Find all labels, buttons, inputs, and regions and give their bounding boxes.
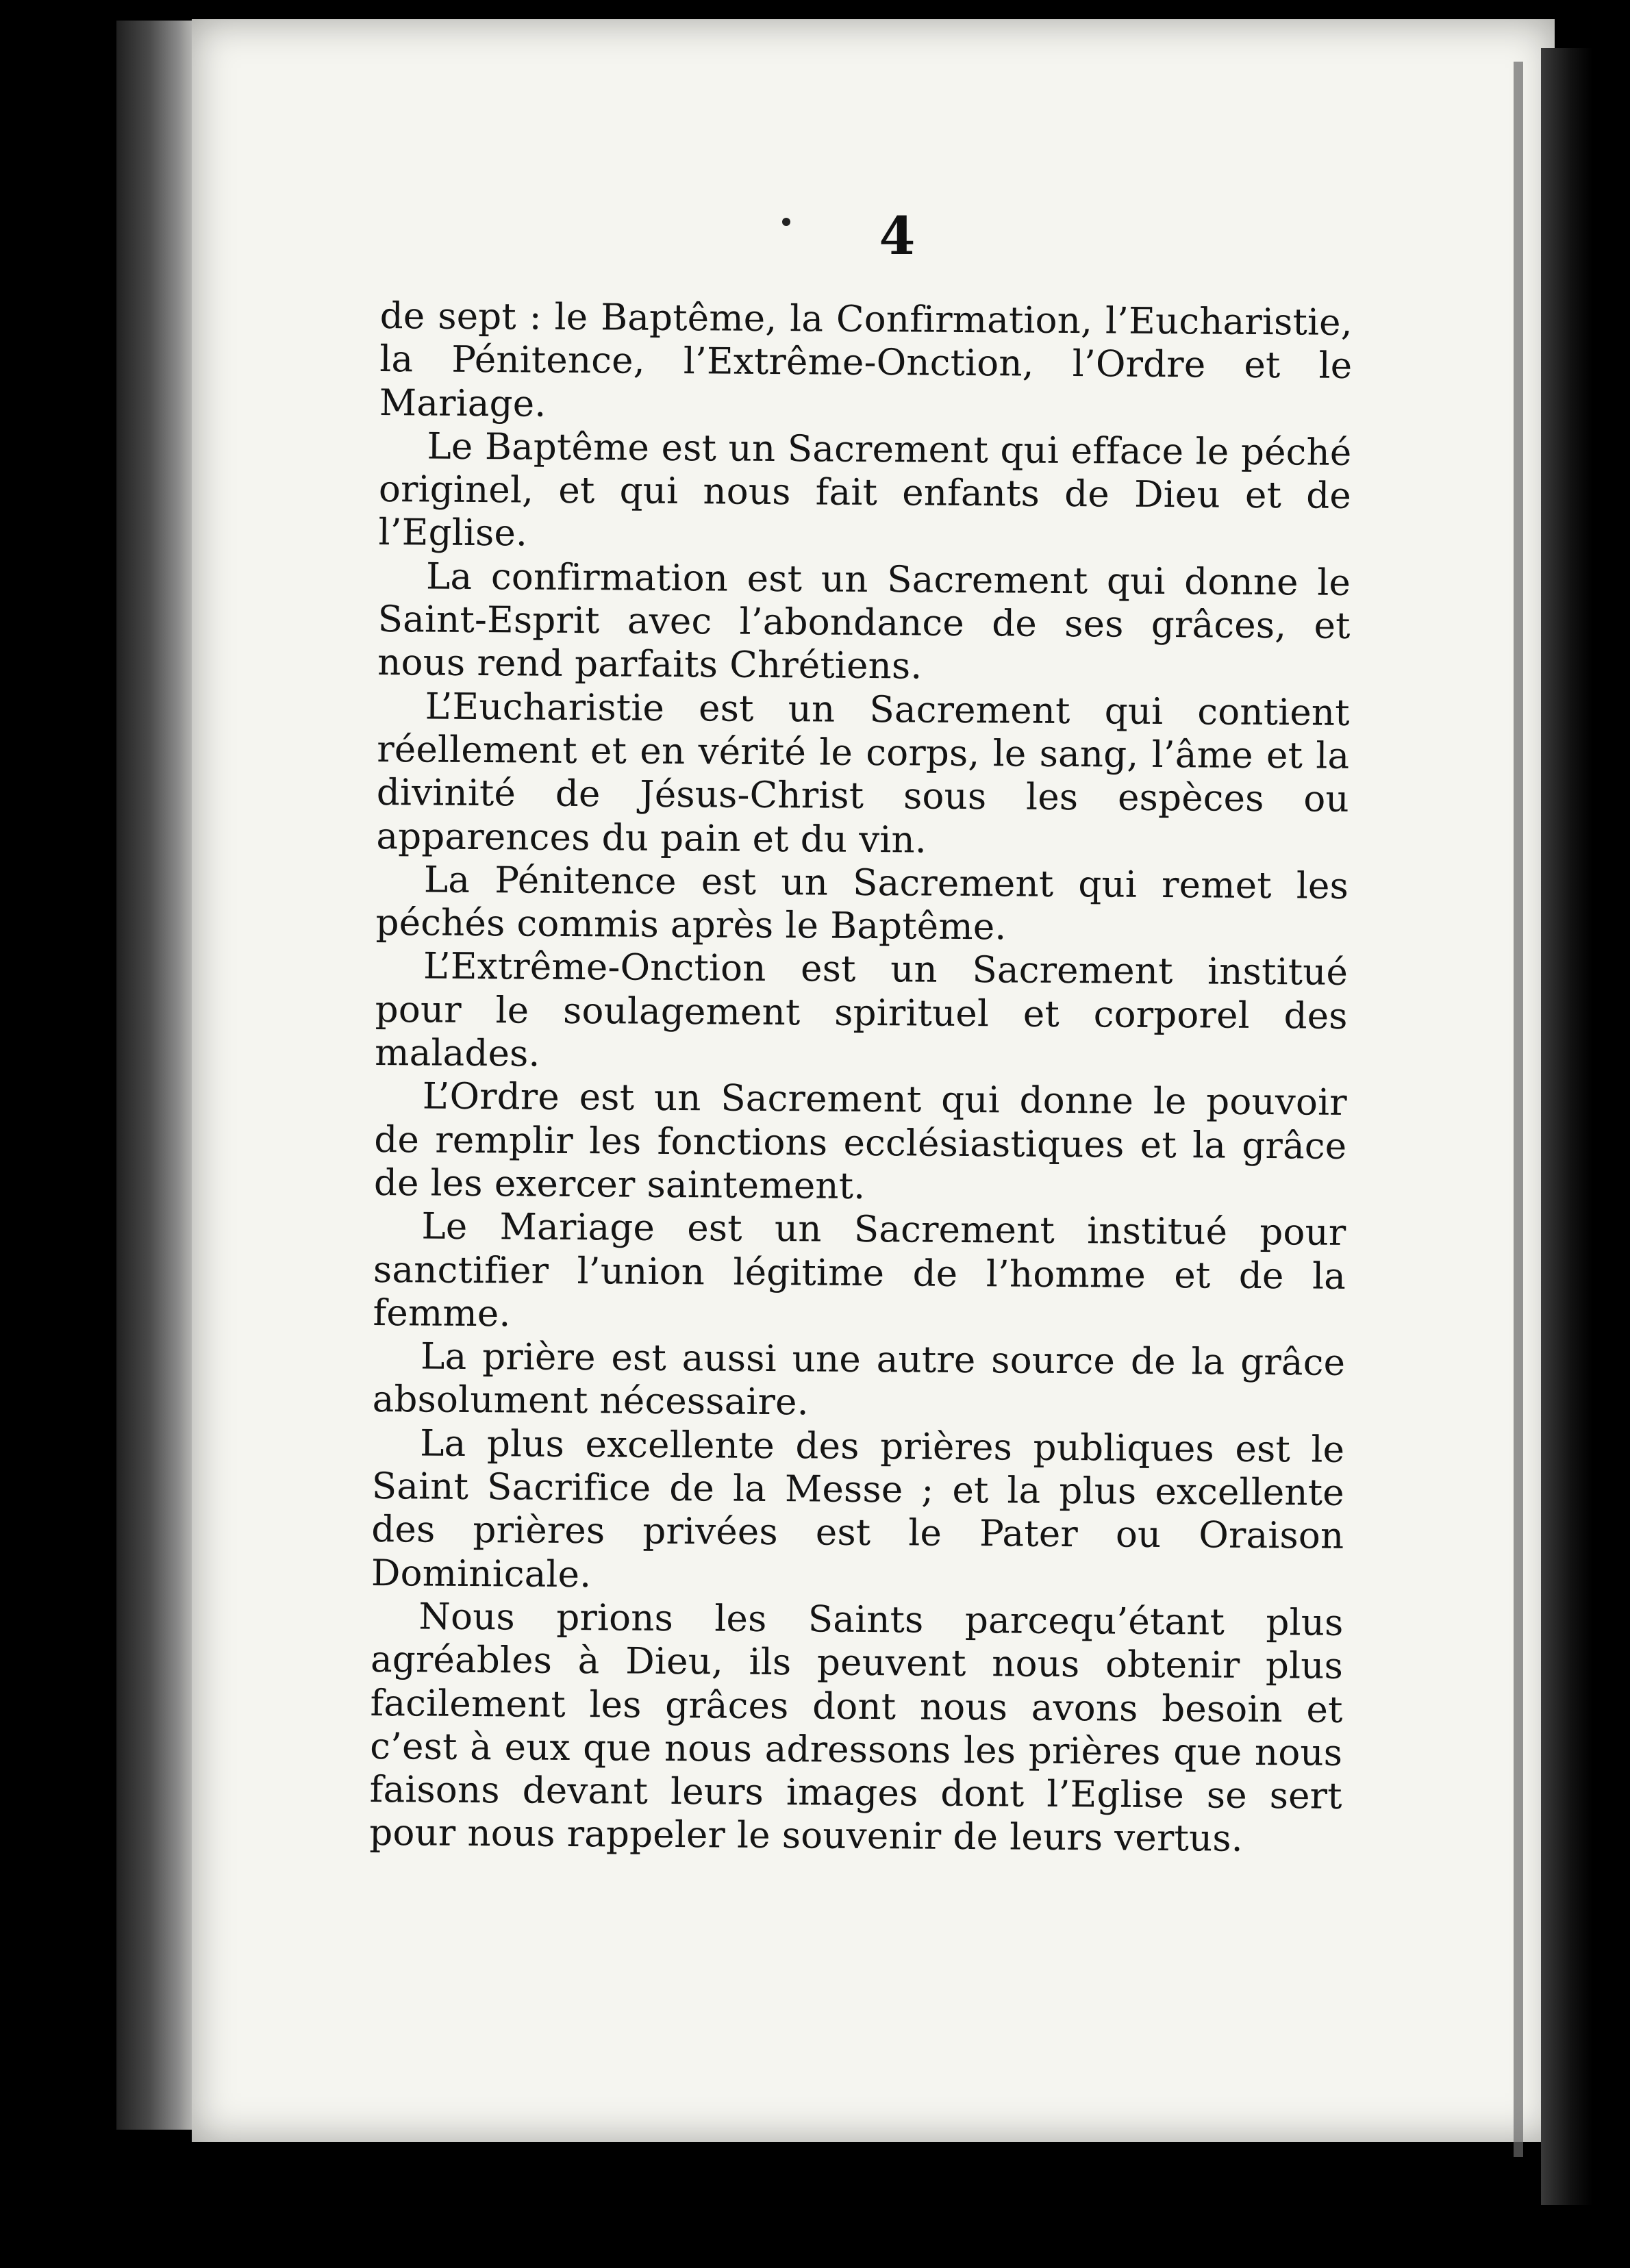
ink-speck	[782, 218, 790, 226]
page-number: 4	[879, 205, 916, 266]
paragraph-sacraments-list: de sept : le Baptême, la Confirmation, l’Eucharistie, la Pénitence, l’Extrême-Onction, l’Ordre et le Mariage.	[379, 294, 1353, 425]
paragraph-extreme-onction: L’Extrême-Onction est un Sacrement institué pour le soulagement spirituel et corporel des malades.	[375, 945, 1349, 1075]
book-gutter-shadow	[116, 21, 199, 2130]
page-text	[369, 294, 1353, 1862]
page-edge-line	[1514, 62, 1523, 2157]
book-page-edges	[1541, 48, 1592, 2205]
paragraph-messe: La plus excellente des prières publiques est le Saint Sacrifice de la Messe ; et la plus excellente des prières privées est le Pater ou Oraison Dominicale.	[371, 1422, 1345, 1596]
paragraph-priere: La prière est aussi une autre source de la grâce absolument nécessaire.	[372, 1335, 1346, 1424]
paragraph-saints: Nous prions les Saints parcequ’étant plus agréables à Dieu, ils peuvent nous obtenir plus facilement les grâces dont nous avons besoin et c’est à eux que nous adressons les prières que nous faisons devant leurs images dont l’Eglise se sert pour nous rappeler le souvenir de leurs vertus.	[369, 1596, 1344, 1861]
paragraph-penitence: La Pénitence est un Sacrement qui remet les péchés commis après le Baptême.	[375, 859, 1349, 948]
paragraph-ordre: L’Ordre est un Sacrement qui donne le pouvoir de remplir les fonctions ecclésiastiques et la grâce de les exercer saintement.	[373, 1075, 1348, 1207]
paragraph-confirmation: La confirmation est un Sacrement qui donne le Saint-Esprit avec l’abondance de ses grâces, et nous rend parfaits Chrétiens.	[377, 555, 1351, 688]
paragraph-mariage: Le Mariage est un Sacrement institué pour sanctifier l’union légitime de l’homme et de la femme.	[373, 1205, 1346, 1335]
paragraph-eucharistie: L’Eucharistie est un Sacrement qui contient réellement et en vérité le corps, le sang, l’âme et la divinité de Jésus-Christ sous les espèces ou apparences du pain et du vin.	[376, 685, 1350, 861]
paragraph-bapteme: Le Baptême est un Sacrement qui efface le péché originel, et qui nous fait enfants de Dieu et de l’Eglise.	[378, 425, 1352, 555]
